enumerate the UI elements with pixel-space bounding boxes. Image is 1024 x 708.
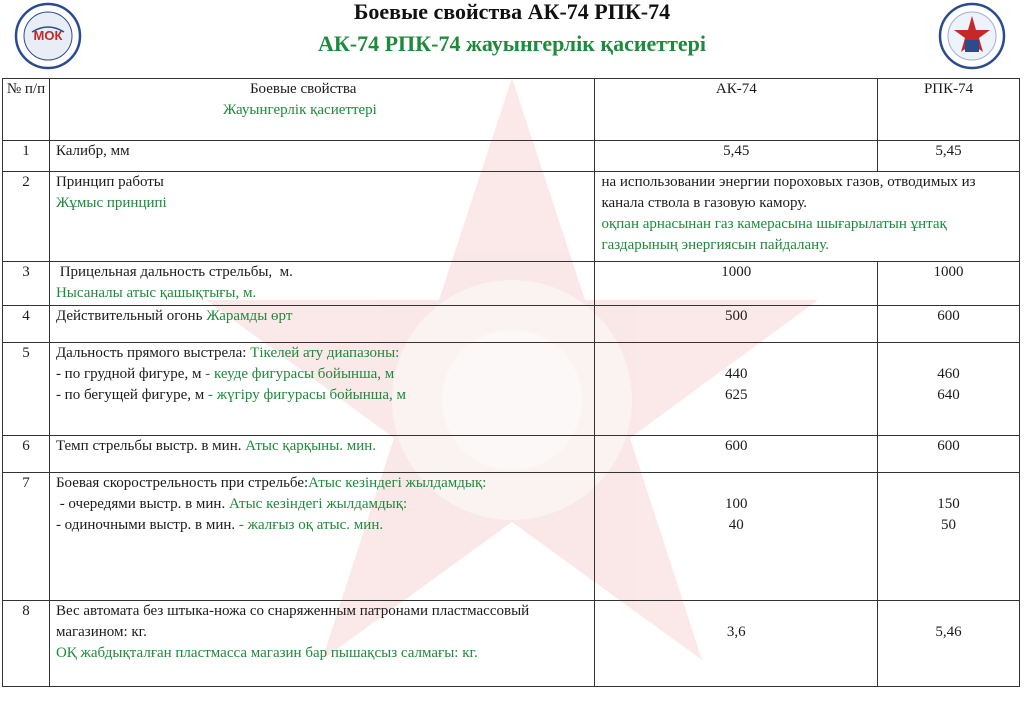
row-property: Темп стрельбы выстр. в мин. xyxy=(55,438,246,454)
row-number: 1 xyxy=(3,141,50,172)
row-property-kz: Жарамды өрт xyxy=(206,308,293,324)
row-property: Прицельная дальность стрельбы, м. xyxy=(55,264,293,280)
row-ak74-value: 600 xyxy=(595,436,878,473)
page-title: Боевые свойства АК-74 РПК-74 xyxy=(353,0,671,24)
row-rpk74-value: 5,46 xyxy=(935,624,962,640)
row-line1: - по грудной фигуре, м xyxy=(55,366,206,382)
row-property: Вес автомата без штыка-ножа со снаряженным патронами пластмассовый магазином: кг. xyxy=(55,603,530,640)
row-property-kz: Жұмыс принципі xyxy=(55,195,167,211)
row-property-kz: Тікелей ату диапазоны: xyxy=(250,345,400,361)
row-number: 5 xyxy=(3,343,50,436)
row-ak74-value: 5,45 xyxy=(595,141,878,172)
row-rpk74-value-1: 460 xyxy=(937,366,960,382)
table-row xyxy=(3,473,1020,601)
row-property-kz: Нысаналы атыс қашықтығы, м. xyxy=(55,285,257,301)
specs-table xyxy=(2,78,1020,687)
row-rpk74-value: 600 xyxy=(878,306,1020,343)
table-row xyxy=(3,436,1020,473)
row-ak74-value: 3,6 xyxy=(726,624,746,640)
row-property-kz: Атыс қарқыны. мин. xyxy=(245,438,377,454)
header-prop-ru: Боевые свойства xyxy=(249,81,357,97)
row-ak74-value: 1000 xyxy=(595,262,878,306)
row-ak74-value-2: 625 xyxy=(725,387,748,403)
row-description-kz: оқпан арнасынан газ камерасына шығарылатын ұнтақ газдарының энергиясын пайдалану. xyxy=(601,216,947,253)
logo-left-text: МОК xyxy=(33,28,63,43)
row-number: 2 xyxy=(3,172,50,262)
row-ak74-value-1: 440 xyxy=(725,366,748,382)
row-property: Дальность прямого выстрела: xyxy=(55,345,251,361)
row-ak74-value: 500 xyxy=(595,306,878,343)
row-line2-kz: - жүгіру фигурасы бойынша, м xyxy=(208,387,406,403)
row-rpk74-value-1: 150 xyxy=(937,496,960,512)
table-row xyxy=(3,306,1020,343)
row-number: 7 xyxy=(3,473,50,601)
page-subtitle: АК-74 РПК-74 жауынгерлік қасиеттері xyxy=(317,31,707,56)
row-number: 4 xyxy=(3,306,50,343)
row-rpk74-value-2: 640 xyxy=(937,387,960,403)
row-property: Действительный огонь xyxy=(55,308,207,324)
row-number: 6 xyxy=(3,436,50,473)
header-rpk74: РПК-74 xyxy=(878,79,1020,141)
row-rpk74-value-2: 50 xyxy=(941,517,957,533)
row-number: 3 xyxy=(3,262,50,306)
row-ak74-value-2: 40 xyxy=(728,517,744,533)
row-property: Калибр, мм xyxy=(49,141,595,172)
row-number: 8 xyxy=(3,601,50,687)
row-property: Боевая скорострельность при стрельбе: xyxy=(55,475,309,491)
row-line2: - по бегущей фигуре, м xyxy=(55,387,208,403)
row-line1: - очередями выстр. в мин. xyxy=(55,496,229,512)
row-rpk74-value: 600 xyxy=(878,436,1020,473)
table-row xyxy=(3,343,1020,436)
row-property-kz: ОҚ жабдықталған пластмасса магазин бар пышақсыз салмағы: кг. xyxy=(55,645,478,661)
table-row xyxy=(3,601,1020,687)
table-row xyxy=(3,141,1020,172)
row-line1-kz: - кеуде фигурасы бойынша, м xyxy=(205,366,395,382)
row-rpk74-value: 5,45 xyxy=(878,141,1020,172)
header-num: № п/п xyxy=(3,79,50,141)
row-property: Принцип работы xyxy=(55,174,164,190)
row-property-kz: Атыс кезіндегі жылдамдық: xyxy=(308,475,487,491)
table-row xyxy=(3,172,1020,262)
table-header-row xyxy=(3,79,1020,141)
row-description: на использовании энергии пороховых газов, отводимых из канала ствола в газовую камору. xyxy=(601,174,976,211)
header-prop-kz: Жауынгерлік қасиеттері xyxy=(222,102,377,118)
row-line2: - одиночными выстр. в мин. xyxy=(55,517,239,533)
header-ak74: АК-74 xyxy=(595,79,878,141)
row-ak74-value-1: 100 xyxy=(725,496,748,512)
table-row xyxy=(3,262,1020,306)
row-line1-kz: Атыс кезіндегі жылдамдық: xyxy=(228,496,408,512)
row-line2-kz: - жалғыз оқ атыс. мин. xyxy=(238,517,384,533)
row-rpk74-value: 1000 xyxy=(878,262,1020,306)
